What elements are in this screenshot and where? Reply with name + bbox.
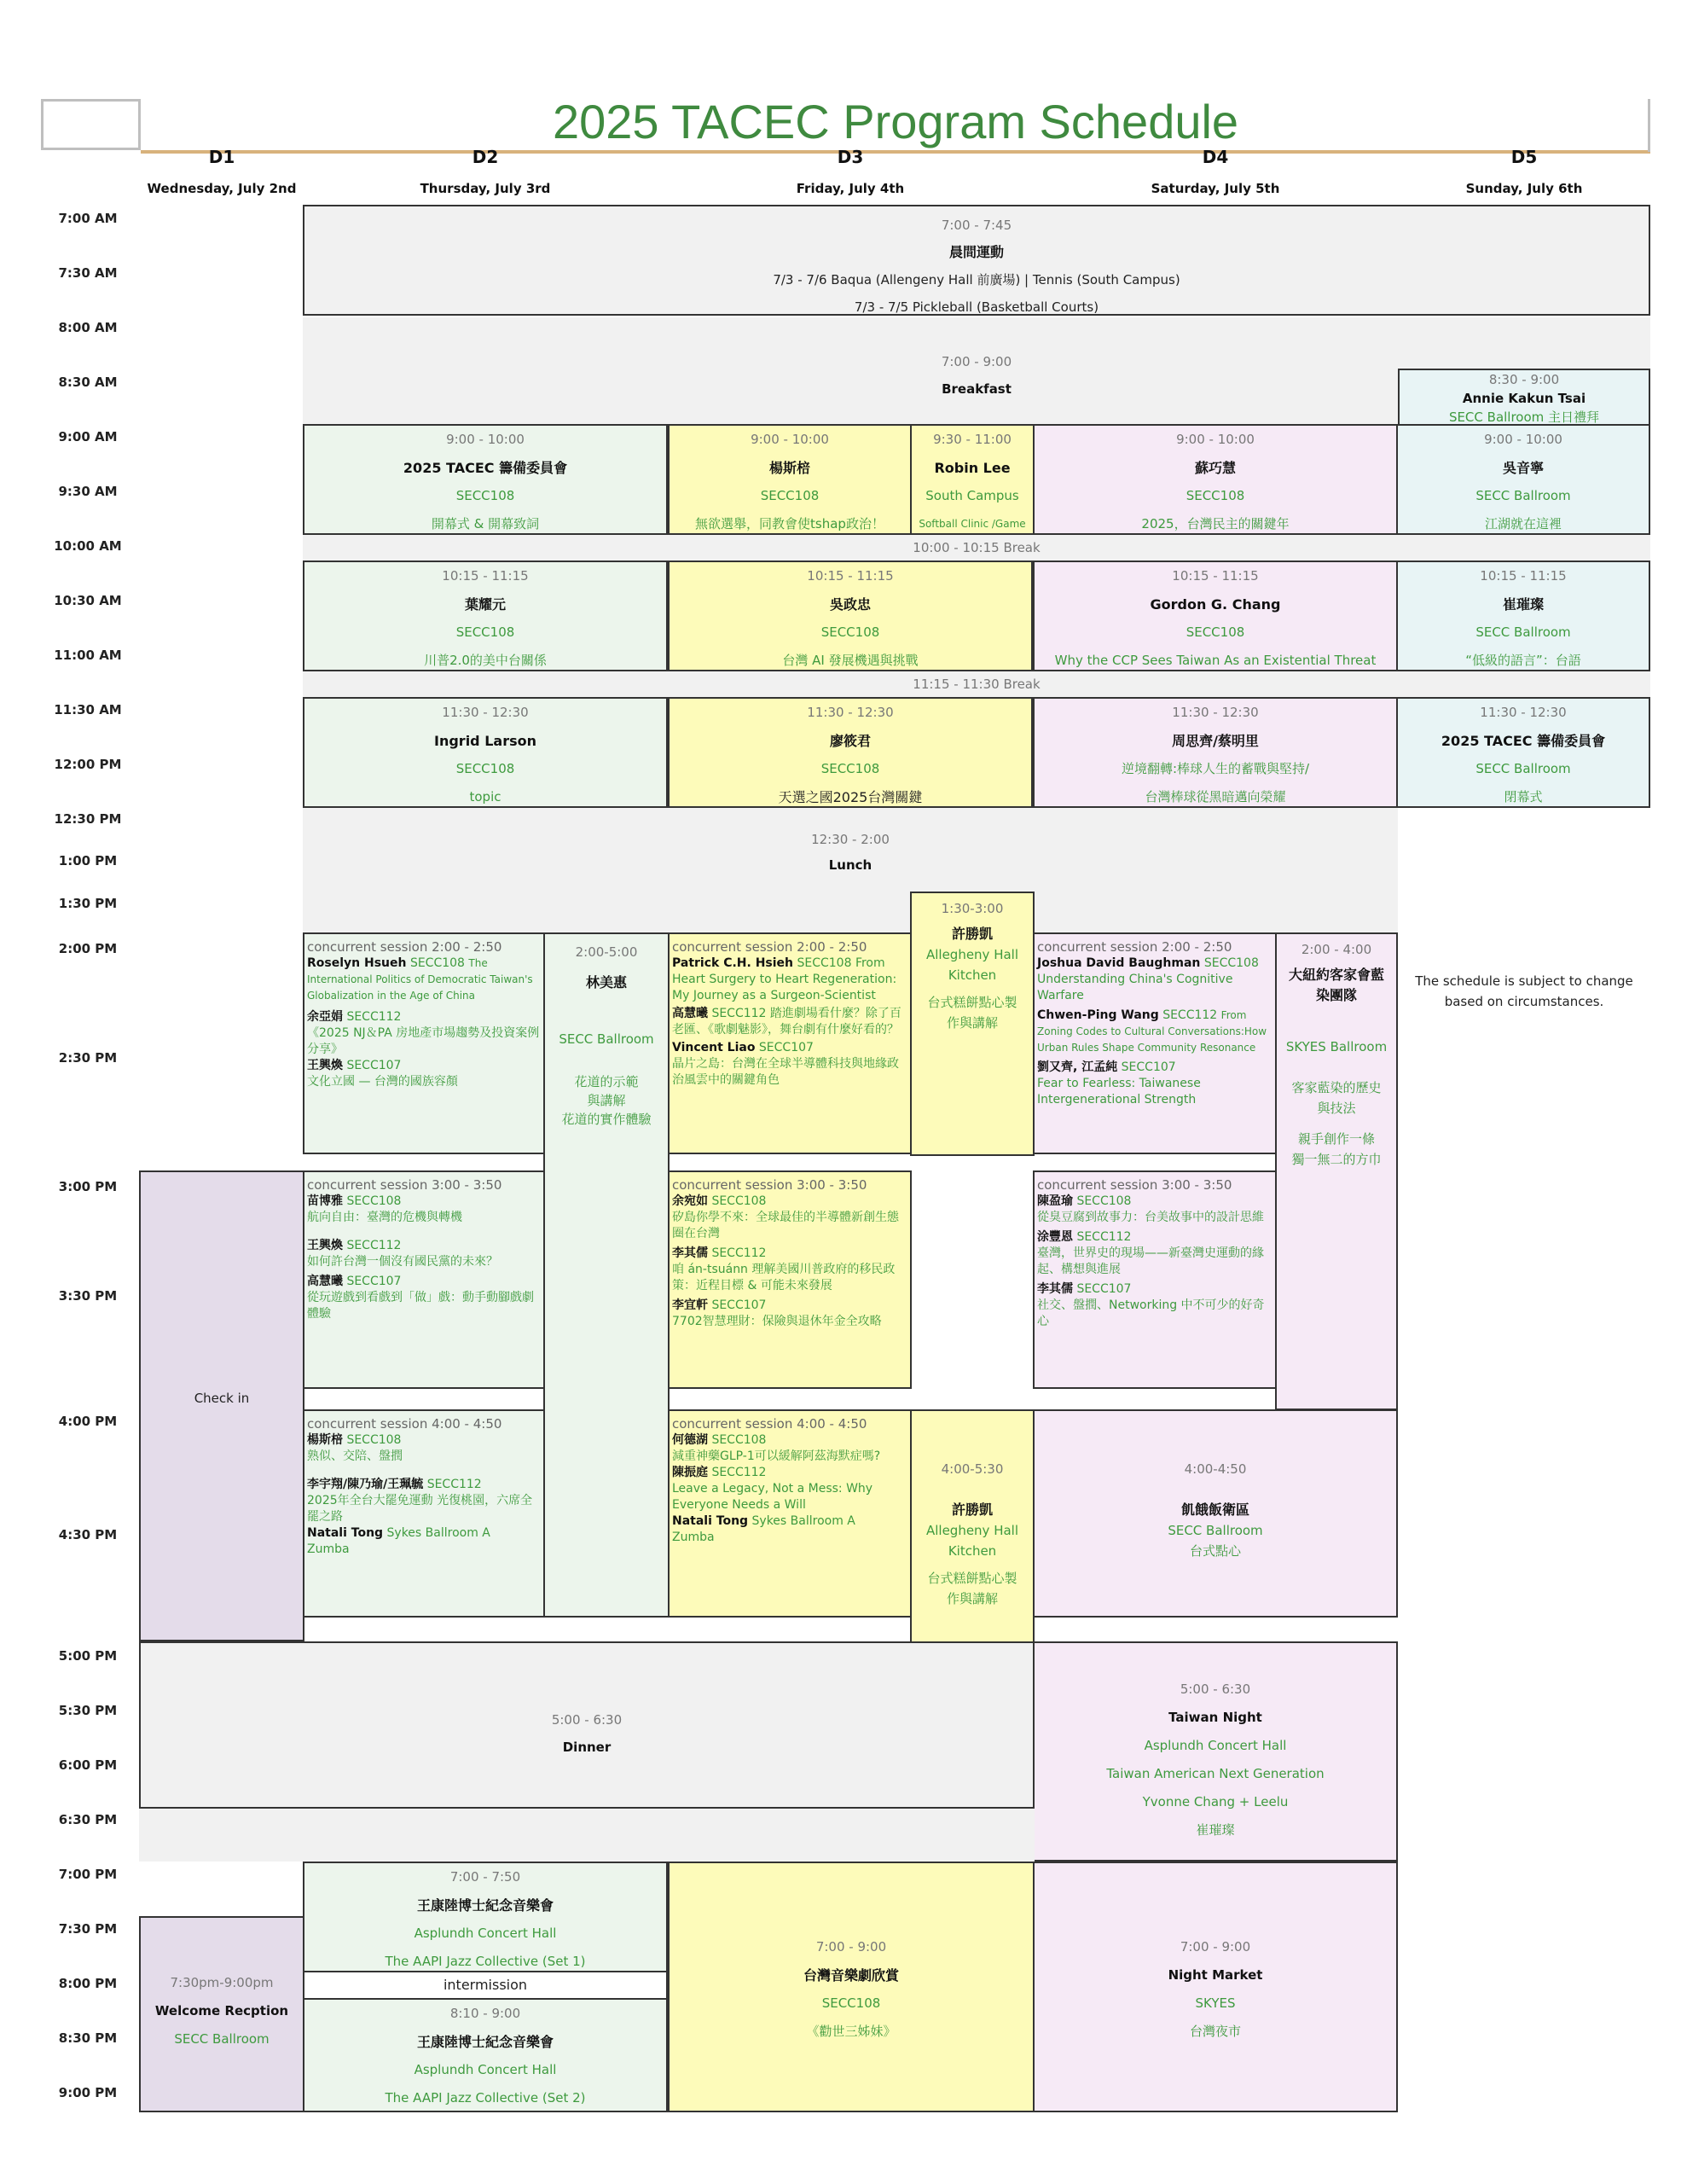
session-block (668, 424, 912, 535)
room: SECC108 (1076, 1194, 1132, 1208)
event-name: Gordon G. Chang (1150, 596, 1281, 613)
event-detail: 台式糕餅點心製 (927, 995, 1017, 1010)
event-name: 晨間運動 (948, 244, 1004, 260)
talk-title: 矽島你學不來：全球最佳的半導體新創生態圈在台灣 (672, 1211, 899, 1240)
event-detail: 花道的實作體驗 (561, 1112, 652, 1127)
event-location: Asplundh Concert Hall (1144, 1738, 1287, 1753)
event-topic: Softball Clinic /Game (919, 518, 1026, 530)
day-code-d4: D4 (1202, 147, 1229, 167)
event-name: 王康陸博士紀念音樂會 (416, 1897, 554, 1914)
session-block (303, 561, 668, 671)
speaker-name: Patrick C.H. Hsieh (672, 956, 794, 970)
event-topic: 江湖就在這裡 (1484, 516, 1562, 531)
room: SECC107 (1121, 1060, 1176, 1074)
day-date-d4: Saturday, July 5th (1151, 181, 1280, 196)
event-name: Check in (194, 1391, 250, 1406)
event-location: SECC108 (455, 488, 515, 503)
event-topic: topic (469, 789, 501, 804)
speaker-name: 李宜軒 (672, 1298, 708, 1312)
speaker-name: Joshua David Baughman (1037, 956, 1201, 970)
kitchen-workshop-block (910, 892, 1035, 1156)
event-name: 吳政忠 (829, 596, 871, 613)
speaker-name: 王興煥 (307, 1059, 343, 1072)
time-label: 5:00 PM (58, 1648, 118, 1664)
talk-title: From Heart Surgery to Heart Regeneration: My Journey as a Surgeon-Scientist (672, 956, 897, 1002)
session-block (910, 424, 1035, 535)
room: SECC108 (346, 1194, 402, 1208)
header-right-tick (1648, 99, 1650, 152)
session-block (1033, 697, 1398, 808)
talk-title: Fear to Fearless: Taiwanese Intergenerational Strength (1037, 1077, 1201, 1107)
event-time: 7:00 - 9:00 (1180, 1939, 1251, 1955)
event-name: Breakfast (942, 381, 1012, 397)
event-topic: 開幕式 & 開幕致詞 (431, 516, 540, 531)
speaker-name: 陳振庭 (672, 1466, 708, 1479)
event-time: 8:10 - 9:00 (449, 2006, 521, 2021)
speaker-name: Natali Tong (307, 1526, 384, 1540)
event-name: 大紐約客家會藍染團隊 (1288, 967, 1384, 1003)
time-label: 5:30 PM (58, 1703, 118, 1718)
event-location: SECC108 (455, 624, 515, 640)
event-location: SECC108 (820, 624, 880, 640)
speaker-name: Vincent Liao (672, 1041, 756, 1054)
speaker-name: 王興煥 (307, 1239, 343, 1252)
talk-title: 踏進劇場看什麼？除了百老匯、《歌劇魅影》，舞台劇有什麼好看的？ (672, 1007, 901, 1037)
time-label: 7:00 AM (58, 211, 118, 226)
event-time: 5:00 - 6:30 (551, 1712, 623, 1728)
event-detail: 獨一無二的方巾 (1291, 1152, 1382, 1167)
talk-title: 《2025 NJ＆PA 房地產市場趨勢及投資案例分享》 (307, 1026, 540, 1056)
event-topic: 台灣夜市 (1189, 2024, 1241, 2039)
talk-title: Zumba (672, 1531, 715, 1544)
talk-title: Leave a Legacy, Not a Mess: Why Everyone Needs a Will (672, 1482, 873, 1512)
event-time: 4:00-4:50 (1184, 1461, 1247, 1477)
speaker-name: 余宛如 (672, 1194, 708, 1208)
talk-title: 從臭豆腐到故事力：台美故事中的設計思維 (1037, 1211, 1264, 1224)
event-name: 林美惠 (585, 974, 627, 990)
time-label: 9:00 AM (58, 429, 118, 444)
time-label: 4:00 PM (58, 1414, 118, 1429)
room: SECC108 (1203, 956, 1259, 970)
room: SECC108 (346, 1433, 402, 1447)
session-block (1396, 697, 1650, 808)
speaker-name: Chwen-Ping Wang (1037, 1008, 1159, 1022)
event-detail: The AAPI Jazz Collective (Set 2) (385, 2090, 586, 2106)
event-name: 王康陸博士紀念音樂會 (416, 2034, 554, 2050)
session-header: concurrent session 3:00 - 3:50 (672, 1177, 867, 1193)
talk-title: 社交、盤撋、Networking 中不可少的好奇心 (1037, 1298, 1265, 1328)
event-location: SECC Ballroom (1475, 761, 1571, 776)
event-name: 楊斯棓 (768, 460, 810, 476)
event-time: 2:00 - 4:00 (1301, 942, 1372, 957)
event-time: 11:30 - 12:30 (807, 705, 894, 720)
event-location: SECC Ballroom (1168, 1523, 1263, 1538)
event-name: 崔璀璨 (1502, 596, 1544, 613)
time-label: 3:00 PM (58, 1179, 118, 1194)
event-time: 7:30pm-9:00pm (170, 1975, 274, 1990)
event-time: 9:00 - 10:00 (1176, 432, 1255, 447)
event-location: SECC108 (1186, 488, 1245, 503)
event-topic: 台灣 AI 發展機遇與挑戰 (782, 653, 919, 668)
speaker-name: Roselyn Hsueh (307, 956, 407, 970)
event-name: Dinner (562, 1740, 612, 1755)
concurrent-session-block (1033, 1170, 1277, 1389)
talk-title: 從玩遊戲到看戲到「做」戲：動手動腳戲劇體驗 (307, 1291, 534, 1321)
time-label: 8:30 PM (58, 2030, 118, 2046)
event-time: 4:00-5:30 (941, 1461, 1004, 1477)
event-name: Ingrid Larson (434, 733, 536, 749)
time-label: 12:00 PM (54, 757, 122, 772)
event-detail: Yvonne Chang + Leelu (1142, 1794, 1289, 1809)
time-label: 7:00 PM (58, 1867, 118, 1882)
event-time: 5:00 - 6:30 (1180, 1682, 1251, 1697)
event-time: 1:30-3:00 (941, 901, 1004, 916)
event-name: 台灣音樂劇欣賞 (803, 1967, 899, 1984)
room: SECC112 (711, 1007, 767, 1020)
talk-title: 熟似、交陪、盤撋 (307, 1449, 403, 1463)
break-bar: 10:00 - 10:15 Break (303, 535, 1650, 561)
event-location: SECC108 (1186, 624, 1245, 640)
event-location: SECC108 (455, 761, 515, 776)
room: SECC107 (1076, 1282, 1132, 1296)
talk-title: 7702智慧理財：保險與退休年金全攻略 (672, 1315, 882, 1328)
event-time: 10:15 - 11:15 (442, 568, 529, 584)
time-label: 8:30 AM (58, 375, 118, 390)
time-label: 8:00 PM (58, 1976, 118, 1991)
event-time: 7:00 - 9:00 (941, 354, 1012, 369)
event-location: Kitchen (948, 1543, 997, 1559)
time-label: 2:30 PM (58, 1050, 118, 1066)
event-location: South Campus (925, 488, 1019, 503)
event-detail: Taiwan American Next Generation (1106, 1766, 1325, 1781)
room: SECC112 (711, 1246, 767, 1260)
day-code-d3: D3 (837, 147, 864, 167)
event-detail: 與講解 (587, 1093, 626, 1108)
check-in-block (139, 1170, 304, 1641)
speaker-name: 陳盈瑜 (1037, 1194, 1073, 1208)
speaker-name: 何德湖 (672, 1433, 708, 1447)
event-name: 2025 TACEC 籌備委員會 (1441, 733, 1606, 749)
event-time: 12:30 - 2:00 (811, 832, 890, 847)
talk-title: 文化立國 — 台灣的國族容顏 (307, 1075, 458, 1089)
room: SECC112 (426, 1478, 482, 1491)
concurrent-session-block (303, 932, 545, 1154)
event-time: 7:00 - 7:50 (449, 1869, 521, 1885)
day-date-d1: Wednesday, July 2nd (147, 181, 297, 196)
night-market-block (1033, 1862, 1398, 2112)
concurrent-session-block (668, 932, 912, 1154)
break-bar: 11:15 - 11:30 Break (303, 671, 1650, 697)
event-name: 廖筱君 (829, 733, 871, 749)
room: SECC112 (711, 1466, 767, 1479)
note-line: based on circumstances. (1444, 994, 1604, 1009)
event-detail: 客家藍染的歷史 (1291, 1080, 1382, 1095)
time-label: 9:30 AM (58, 484, 118, 499)
day-date-d3: Friday, July 4th (796, 181, 905, 196)
event-name: 周思齊/蔡明里 (1172, 733, 1259, 749)
talk-title: 咱 án-tsuánn 理解美國川普政府的移民政策：近程目標 & 可能未來發展 (672, 1263, 896, 1292)
session-header: concurrent session 2:00 - 2:50 (307, 939, 502, 955)
room: SECC107 (346, 1059, 402, 1072)
event-location: Asplundh Concert Hall (414, 2062, 557, 2077)
session-block (668, 697, 1033, 808)
talk-title: 航向自由：臺灣的危機與轉機 (307, 1211, 462, 1224)
room: SECC112 (1076, 1230, 1132, 1244)
event-detail: 台式糕餅點心製 (927, 1571, 1017, 1586)
speaker-name: 高慧曦 (672, 1007, 708, 1020)
session-header: concurrent session 3:00 - 3:50 (307, 1177, 502, 1193)
event-topic: “低級的語言”：台語 (1465, 653, 1581, 668)
concert-block (303, 1998, 668, 2112)
event-name: 吳音寧 (1502, 460, 1544, 476)
event-topic: 閉幕式 (1504, 789, 1543, 804)
room: Sykes Ballroom A (751, 1514, 855, 1528)
time-label: 2:00 PM (58, 941, 118, 956)
event-location: Asplundh Concert Hall (414, 1926, 557, 1941)
event-name: Lunch (828, 857, 872, 873)
speaker-name: 苗博雅 (307, 1194, 343, 1208)
session-header: concurrent session 4:00 - 4:50 (307, 1416, 502, 1432)
time-label: 11:30 AM (54, 702, 122, 717)
time-label: 6:30 PM (58, 1812, 118, 1827)
taiwan-night-block (1033, 1641, 1398, 1862)
schedule-note (1398, 971, 1650, 1012)
event-location: SECC108 (760, 488, 820, 503)
room: Sykes Ballroom A (386, 1526, 490, 1540)
event-name: 許勝凱 (951, 926, 993, 942)
speaker-name: 李其儒 (1037, 1282, 1073, 1296)
time-label: 6:00 PM (58, 1757, 118, 1773)
room: SECC108 (711, 1194, 767, 1208)
speaker-name: 李其儒 (672, 1246, 708, 1260)
event-detail: The AAPI Jazz Collective (Set 1) (385, 1954, 586, 1969)
event-detail: 作與講解 (946, 1015, 998, 1031)
talk-title: Zumba (307, 1542, 350, 1556)
event-detail: 7/3 - 7/6 Baqua (Allengeny Hall 前廣場) | Tennis (South Campus) (773, 272, 1180, 288)
talk-title: 2025年全台大罷免運動 光復桃園，六席全罷之路 (307, 1494, 533, 1524)
event-detail: 花道的示範 (574, 1074, 639, 1089)
event-name: 飢餓飯衛區 (1180, 1502, 1249, 1518)
event-time: 11:30 - 12:30 (442, 705, 529, 720)
room: SECC107 (346, 1275, 402, 1288)
time-label: 1:30 PM (58, 896, 118, 911)
event-time: 10:15 - 11:15 (1172, 568, 1259, 584)
day-code-d2: D2 (472, 147, 499, 167)
event-location: SECC Ballroom (559, 1031, 654, 1047)
time-label: 10:30 AM (54, 593, 122, 608)
event-topic: 逆境翻轉:棒球人生的蓄戰與堅持/ (1121, 761, 1310, 776)
event-location: SECC108 (821, 1995, 881, 2011)
time-label: 12:30 PM (54, 811, 122, 827)
concurrent-session-block (303, 1409, 545, 1618)
concert-block (303, 1862, 668, 1972)
gap-block (139, 1809, 1035, 1862)
room: SECC112 (1162, 1008, 1218, 1022)
concurrent-session-block (1033, 932, 1277, 1154)
event-topic: 2025，台灣民主的關鍵年 (1141, 516, 1290, 531)
session-block (668, 561, 1033, 671)
event-detail: 台式點心 (1189, 1543, 1241, 1559)
room: SECC108 (797, 956, 852, 970)
event-time: 9:30 - 11:00 (933, 432, 1012, 447)
event-detail: 崔璀璨 (1196, 1822, 1235, 1838)
event-name: Robin Lee (934, 460, 1011, 476)
event-time: 10:15 - 11:15 (807, 568, 894, 584)
event-location: SECC Ballroom 主日禮拜 (1448, 410, 1600, 425)
welcome-reception-block (139, 1916, 304, 2112)
concurrent-session-block (668, 1170, 912, 1389)
header-logo-box (41, 99, 141, 150)
event-name: Night Market (1168, 1967, 1263, 1983)
event-detail: 親手創作一條 (1297, 1131, 1375, 1147)
event-time: 10:15 - 11:15 (1480, 568, 1567, 584)
event-location: SECC108 (820, 761, 880, 776)
event-topic: Why the CCP Sees Taiwan As an Existential Threat (1054, 653, 1377, 668)
session-block (1033, 561, 1398, 671)
room: SECC108 (711, 1433, 767, 1447)
lunch-block (303, 808, 1398, 934)
d5-worship-block (1398, 369, 1650, 426)
concurrent-session-block (303, 1170, 545, 1389)
speaker-name: 余亞娟 (307, 1010, 343, 1024)
event-name: 許勝凱 (951, 1502, 993, 1518)
time-label: 10:00 AM (54, 538, 122, 554)
talk-title: 減重神藥GLP-1可以緩解阿茲海默症嗎? (672, 1449, 881, 1463)
day-code-d1: D1 (208, 147, 235, 167)
talk-title: The International Politics of Democratic Taiwan's Globalization in the Age of China (307, 957, 533, 1002)
concurrent-session-block (668, 1409, 912, 1618)
event-time: 9:00 - 10:00 (446, 432, 525, 447)
event-location: Allegheny Hall (925, 1523, 1019, 1538)
event-name: 葉耀元 (464, 596, 506, 613)
talk-title: 如何許台灣一個沒有國民黨的未來？ (307, 1255, 498, 1269)
event-detail: 與技法 (1317, 1101, 1356, 1116)
talk-title: 晶片之島：台灣在全球半導體科技與地緣政治風雲中的關鍵角色 (672, 1057, 899, 1087)
event-location: SECC Ballroom (1475, 624, 1571, 640)
event-location: Allegheny Hall (925, 947, 1019, 962)
morning-exercise-block (303, 205, 1650, 316)
snack-area-block (1033, 1409, 1398, 1618)
event-topic: 《勸世三姊妹》 (806, 2024, 896, 2039)
speaker-name: 高慧曦 (307, 1275, 343, 1288)
event-time: 11:30 - 12:30 (1172, 705, 1259, 720)
time-label: 8:00 AM (58, 320, 118, 335)
talk-title: From Zoning Codes to Cultural Conversations:How Urban Rules Shape Community Resonance (1037, 1009, 1267, 1054)
time-label: 7:30 PM (58, 1921, 118, 1937)
room: SECC107 (711, 1298, 767, 1312)
event-detail: 7/3 - 7/5 Pickleball (Basketball Courts) (854, 299, 1099, 315)
day-date-d5: Sunday, July 6th (1465, 181, 1583, 196)
day-date-d2: Thursday, July 3rd (420, 181, 551, 196)
event-location: Kitchen (948, 967, 997, 983)
speaker-name: 李宇翔/陳乃瑜/王珮毓 (307, 1478, 424, 1491)
event-name: 2025 TACEC 籌備委員會 (403, 460, 568, 476)
flower-workshop-block (543, 932, 670, 1618)
time-label: 3:30 PM (58, 1288, 118, 1304)
time-label: 1:00 PM (58, 853, 118, 868)
room: SECC112 (346, 1010, 402, 1024)
event-topic: 川普2.0的美中台關係 (424, 653, 547, 668)
speaker-name: Natali Tong (672, 1514, 749, 1528)
event-time: 9:00 - 10:00 (751, 432, 829, 447)
talk-title: 臺灣，世界史的現場——新臺灣史運動的緣起、構想與進展 (1037, 1246, 1264, 1276)
event-time: 11:30 - 12:30 (1480, 705, 1567, 720)
event-location: SKYES Ballroom (1285, 1039, 1388, 1054)
event-name: 蘇巧慧 (1194, 460, 1236, 476)
time-label: 11:00 AM (54, 648, 122, 663)
session-block (1396, 424, 1650, 535)
event-detail: 作與講解 (946, 1591, 998, 1606)
event-time: 2:00-5:00 (575, 944, 638, 960)
room: SECC107 (758, 1041, 814, 1054)
time-label: 4:30 PM (58, 1527, 118, 1542)
session-header: concurrent session 2:00 - 2:50 (672, 939, 867, 955)
session-block (303, 697, 668, 808)
event-time: 9:00 - 10:00 (1484, 432, 1562, 447)
speaker-name: 劉又齊, 江孟純 (1037, 1060, 1118, 1074)
session-block (1033, 424, 1398, 535)
session-block (303, 424, 668, 535)
musical-block (668, 1862, 1035, 2112)
event-time: 7:00 - 9:00 (815, 1939, 887, 1955)
time-label: 7:30 AM (58, 265, 118, 281)
time-label: 9:00 PM (58, 2085, 118, 2100)
event-location: SECC Ballroom (174, 2031, 270, 2047)
event-topic: 無欲選舉，同教會使tshap政治！ (695, 516, 884, 531)
session-block (1396, 561, 1650, 671)
event-topic: 天選之國2025台灣關鍵 (778, 789, 923, 805)
session-header: concurrent session 2:00 - 2:50 (1037, 939, 1232, 955)
event-name: Taiwan Night (1168, 1710, 1262, 1725)
day-code-d5: D5 (1510, 147, 1538, 167)
speaker-name: 楊斯棓 (307, 1433, 343, 1447)
intermission-bar: intermission (303, 1971, 668, 2000)
talk-title: Understanding China's Cognitive Warfare (1037, 973, 1233, 1002)
dinner-block (139, 1641, 1035, 1809)
session-header: concurrent session 4:00 - 4:50 (672, 1416, 867, 1432)
room: SECC112 (346, 1239, 402, 1252)
event-name: Annie Kakun Tsai (1462, 391, 1586, 406)
speaker-name: 涂豐恩 (1037, 1230, 1073, 1244)
session-header: concurrent session 3:00 - 3:50 (1037, 1177, 1232, 1193)
event-time: 8:30 - 9:00 (1488, 372, 1560, 387)
note-line: The schedule is subject to change (1415, 973, 1633, 989)
room: SECC108 (409, 956, 465, 970)
event-time: 7:00 - 7:45 (941, 218, 1012, 233)
event-name: Welcome Recption (154, 2003, 289, 2018)
hakka-indigo-workshop-block (1275, 932, 1398, 1410)
event-location: SKYES (1195, 1995, 1236, 2011)
event-location: SECC Ballroom (1475, 488, 1571, 503)
page-title: 2025 TACEC Program Schedule (552, 95, 1239, 148)
event-topic: 台灣棒球從黑暗邁向榮耀 (1145, 789, 1286, 804)
